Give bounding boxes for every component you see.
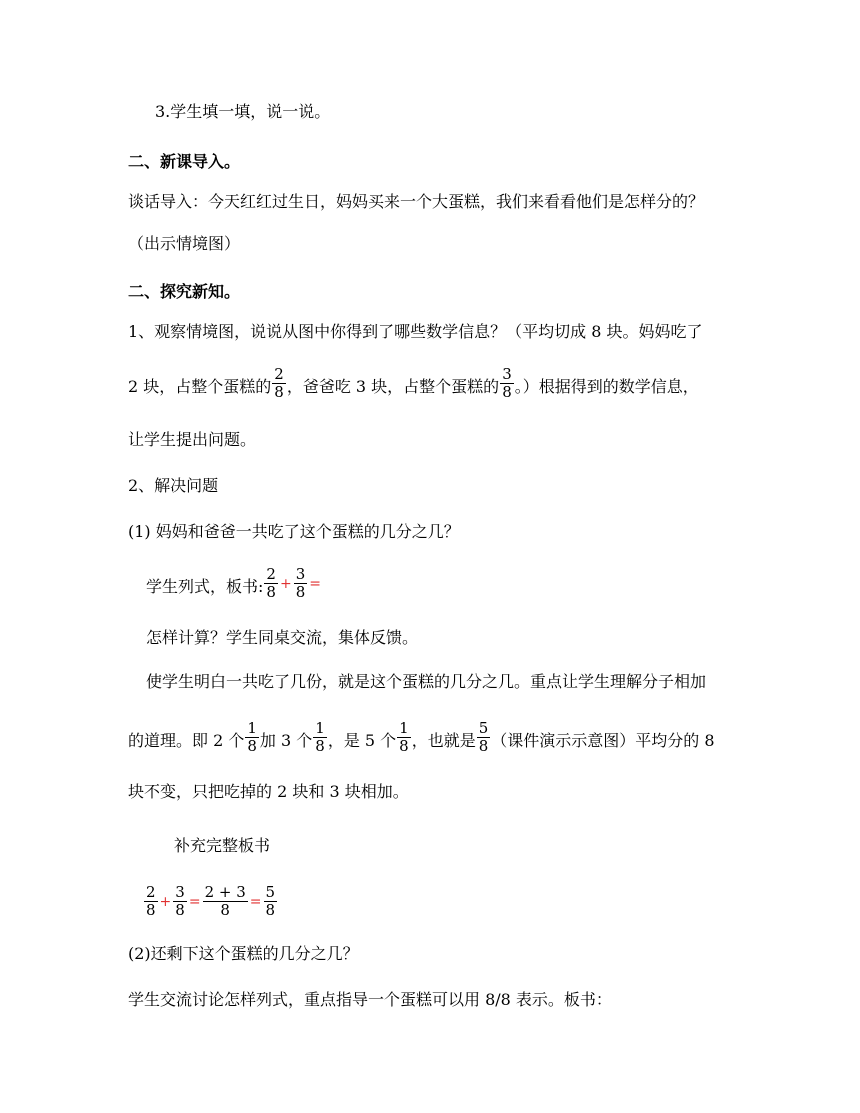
fraction-numerator: 5	[478, 719, 489, 737]
fraction-numerator: 1	[247, 719, 257, 737]
text-segment: ，爸爸吃 3 块，占整个蛋糕的	[286, 377, 500, 396]
fraction-one-eighth	[313, 720, 327, 755]
fraction-denominator: 8	[265, 901, 276, 919]
question-2: (2)还剩下这个蛋糕的几分之几？	[128, 944, 359, 963]
fraction-sum	[203, 884, 248, 919]
fraction-numerator: 5	[265, 883, 276, 901]
fraction-denominator: 8	[247, 737, 257, 755]
text-segment: 。）根据得到的数学信息，	[514, 377, 699, 396]
intro-step-3: 3.学生填一填，说一说。	[155, 102, 331, 121]
paragraph-observe: 1、观察情境图，说说从图中你得到了哪些数学信息？（平均切成 8 块。妈妈吃了	[128, 322, 703, 341]
fraction-two-eighths	[272, 366, 286, 401]
intro-dialogue: 谈话导入：今天红红过生日，妈妈买来一个大蛋糕，我们来看看他们是怎样分的？	[128, 192, 705, 211]
text-segment: 加 3 个	[259, 731, 313, 750]
plus-sign: +	[279, 575, 292, 592]
text-segment: ，也就是	[411, 731, 476, 750]
fraction-two-eighths	[144, 884, 158, 919]
paragraph-raise-question: 让学生提出问题。	[128, 430, 257, 449]
fraction-denominator: 8	[203, 901, 248, 919]
fraction-denominator: 8	[175, 901, 185, 919]
equals-sign: =	[309, 575, 321, 592]
fraction-one-eighth	[245, 720, 259, 755]
fraction-numerator: 3	[502, 365, 512, 383]
fraction-denominator: 8	[478, 737, 489, 755]
paragraph-how-calc: 怎样计算？学生同桌交流，集体反馈。	[146, 628, 419, 647]
fraction-three-eighths	[173, 884, 187, 919]
text-segment: 学生列式，板书:	[146, 577, 264, 596]
fraction-two-eighths	[264, 566, 278, 601]
fraction-three-eighths	[294, 566, 308, 601]
fraction-numerator: 3	[295, 565, 306, 583]
fraction-numerator: 2	[266, 565, 276, 583]
show-scene-note: （出示情境图）	[128, 234, 241, 253]
board-complete-label: 补充完整板书	[174, 836, 271, 855]
board-writing-line	[146, 565, 322, 605]
equals-sign: =	[188, 893, 201, 910]
paragraph-observe-cont	[128, 365, 699, 405]
question-1: (1) 妈妈和爸爸一共吃了这个蛋糕的几分之几？	[128, 522, 460, 541]
fraction-three-eighths	[500, 366, 514, 401]
section-heading-new-lesson: 二、新课导入。	[128, 152, 241, 171]
subheading-solve: 2、解决问题	[128, 476, 219, 495]
fraction-denominator: 8	[274, 383, 284, 401]
fraction-denominator: 8	[315, 737, 325, 755]
fraction-numerator: 1	[315, 719, 325, 737]
fraction-numerator: 2	[146, 883, 156, 901]
paragraph-understand-end: 块不变，只把吃掉的 2 块和 3 块相加。	[128, 782, 409, 801]
fraction-numerator: 1	[399, 719, 409, 737]
section-heading-explore: 二、探究新知。	[128, 282, 241, 301]
fraction-denominator: 8	[502, 383, 512, 401]
text-segment: 的道理。即 2 个	[128, 731, 245, 750]
text-segment: ，是 5 个	[327, 731, 397, 750]
plus-sign: +	[159, 893, 172, 910]
fraction-denominator: 8	[146, 901, 156, 919]
text-segment: （课件演示示意图）平均分的 8	[491, 731, 715, 750]
fraction-five-eighths	[264, 884, 278, 919]
paragraph-understand: 使学生明白一共吃了几份，就是这个蛋糕的几分之几。重点让学生理解分子相加	[146, 672, 707, 691]
equals-sign: =	[249, 893, 262, 910]
paragraph-understand-cont	[128, 719, 715, 759]
fraction-numerator: 2	[274, 365, 284, 383]
fraction-denominator: 8	[295, 583, 306, 601]
fraction-numerator: 2 + 3	[204, 883, 246, 901]
paragraph-discussion: 学生交流讨论怎样列式，重点指导一个蛋糕可以用 8/8 表示。板书：	[128, 990, 612, 1009]
fraction-one-eighth	[397, 720, 411, 755]
fraction-five-eighths	[477, 720, 491, 755]
fraction-numerator: 3	[175, 883, 185, 901]
board-equation	[143, 883, 278, 923]
text-segment: 2 块，占整个蛋糕的	[128, 377, 272, 396]
fraction-denominator: 8	[266, 583, 276, 601]
fraction-denominator: 8	[399, 737, 409, 755]
